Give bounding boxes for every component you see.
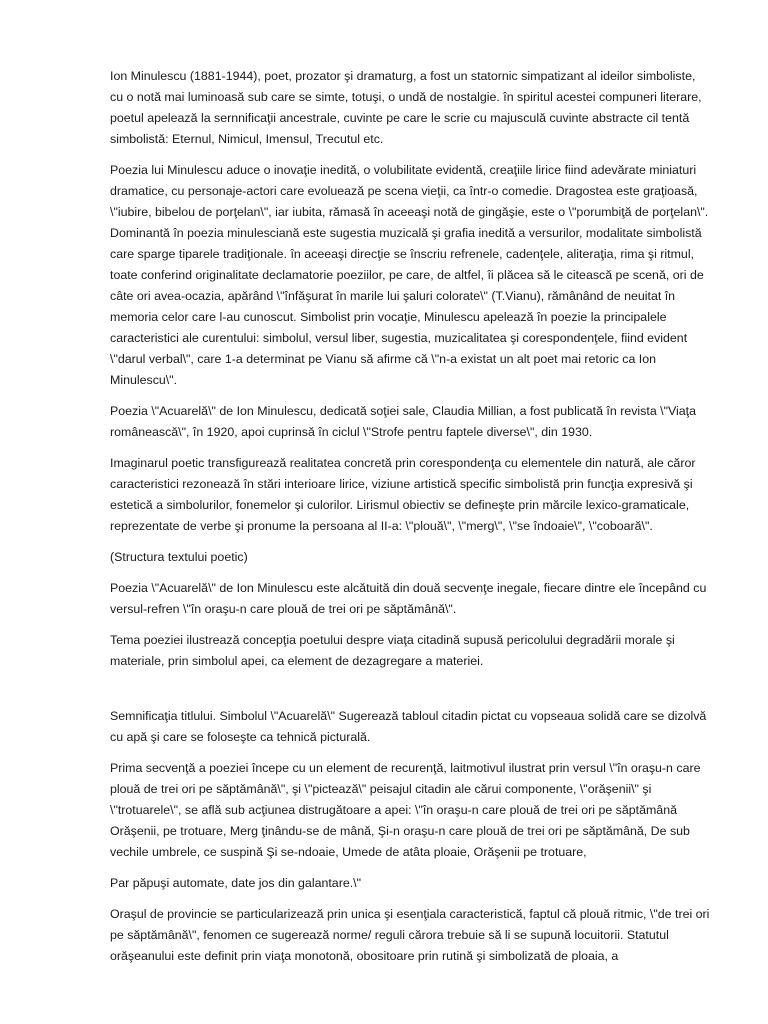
document-body xyxy=(110,66,710,977)
paragraph-first-sequence: Prima secvenţă a poeziei începe cu un element de recurenţă, laitmotivul ilustrat prin versul \"în oraşu-n care plouă de trei ori pe săptămână\", şi \"pictează\" peisajul citadin ale cărui componente, \"orăşenii\" şi \"trotuarele\", se află sub acţiunea distrugătoare a apei: \"în oraşu-n care plouă de trei ori pe săptămână Orăşenii, pe trotuare, Merg ţinându-se de mână, Şi-n oraşu-n care plouă de trei ori pe săptămână, De sub vechile umbrele, ce suspină Şi se-ndoaie, Umede de atâta ploaie, Orăşenii pe trotuare, xyxy=(110,761,701,859)
paragraph-imaginary: Imaginarul poetic transfigurează realitatea concretă prin corespondenţa cu elementele din natură, ale căror caracteristici rezonează în stări interioare lirice, viziune artistică specific simbolistă prin funcţia expresivă şi estetică a simbolurilor, fonemelor şi culorilor. Lirismul obiectiv se defineşte prin mărcile lexico-gramaticale, reprezentate de verbe şi pronume la persoana al II-a: \"plouă\", \"merg\", \"se îndoaie\", \"coboară\". xyxy=(110,456,696,533)
paragraph-theme: Tema poeziei ilustrează concepţia poetului despre viaţa citadină supusă pericolului degradării morale şi materiale, prin simbolul apei, ca element de dezagregare a materiei. xyxy=(110,633,675,668)
paragraph-verse-end: Par păpuşi automate, date jos din galantare.\" xyxy=(110,876,361,890)
paragraph-title-meaning: Semnificaţia titlului. Simbolul \"Acuarelă\" Sugerează tabloul citadin pictat cu vopseaua solidă care se dizolvă cu apă şi care se foloseşte ca tehnică picturală. xyxy=(110,709,707,744)
paragraph-structure: Poezia \"Acuarelă\" de Ion Minulescu este alcătuită din două secvenţe inegale, fiecare dintre ele începând cu versul-refren \"în oraşu-n care plouă de trei ori pe săptămână\". xyxy=(110,581,707,616)
paragraph-structure-heading: (Structura textului poetic) xyxy=(110,550,248,564)
paragraph-minulescu-style: Poezia lui Minulescu aduce o inovaţie inedită, o volubilitate evidentă, creaţiile lirice fiind adevărate miniaturi dramatice, cu personaje-actori care evoluează pe scena vieţii, ca într-o comedie. Dragostea este graţioasă, \"iubire, bibelou de porţelan\", iar iubita, rămasă în aceeaşi notă de gingăşie, este o \"porumbiţă de porţelan\". Dominantă în poezia minulesciană este sugestia muzicală şi grafia inedită a versurilor, modalitate simbolistă care sparge tiparele tradiţionale. în aceeaşi direcţie se înscriu refrenele, cadenţele, aliteraţia, rima şi ritmul, toate conferind originalitate declamatorie poeziilor, pe care, de altfel, îi plăcea să le citească pe scenă, ori de câte ori avea-ocazia, apărând \"înfăşurat în marile lui şaluri colorate\" (T.Vianu), rămânând de neuitat în memoria celor care l-au cunoscut. Simbolist prin vocaţie, Minulescu apelează în poezie la principalele caracteristici ale curentului: simbolul, versul liber, sugestia, muzicalitatea şi corespondenţele, fiind evident \"darul verbal\", care 1-a determinat pe Vianu să afirme că \"n-a existat un alt poet mai retoric ca Ion Minulescu\". xyxy=(110,163,709,387)
paragraph-city: Oraşul de provincie se particularizează prin unica şi esenţiala caracteristică, faptul că plouă ritmic, \"de trei ori pe săptămână\", fenomen ce sugerează norme/ reguli cărora trebuie să li se supună locuitorii. Statutul orăşeanului este definit prin viaţa monotonă, obositoare prin rutină şi simbolizată de ploaia, a xyxy=(110,907,710,963)
paragraph-intro: Ion Minulescu (1881-1944), poet, prozator şi dramaturg, a fost un statornic simpatizant al ideilor simboliste, cu o notă mai luminoasă sub care se simte, totuşi, o undă de nostalgie. în spiritul acestei compuneri literare, poetul apelează la sernnificaţii ancestrale, cuvinte pe care le scrie cu majusculă cuvinte abstracte cil tentă simbolistă: Eternul, Nimicul, Imensul, Trecutul etc. xyxy=(110,69,702,146)
paragraph-publication: Poezia \"Acuarelă\" de Ion Minulescu, dedicată soţiei sale, Claudia Millian, a fost publicată în revista \"Viaţa românească\", în 1920, apoi cuprinsă în ciclul \"Strofe pentru faptele diverse\", din 1930. xyxy=(110,404,697,439)
